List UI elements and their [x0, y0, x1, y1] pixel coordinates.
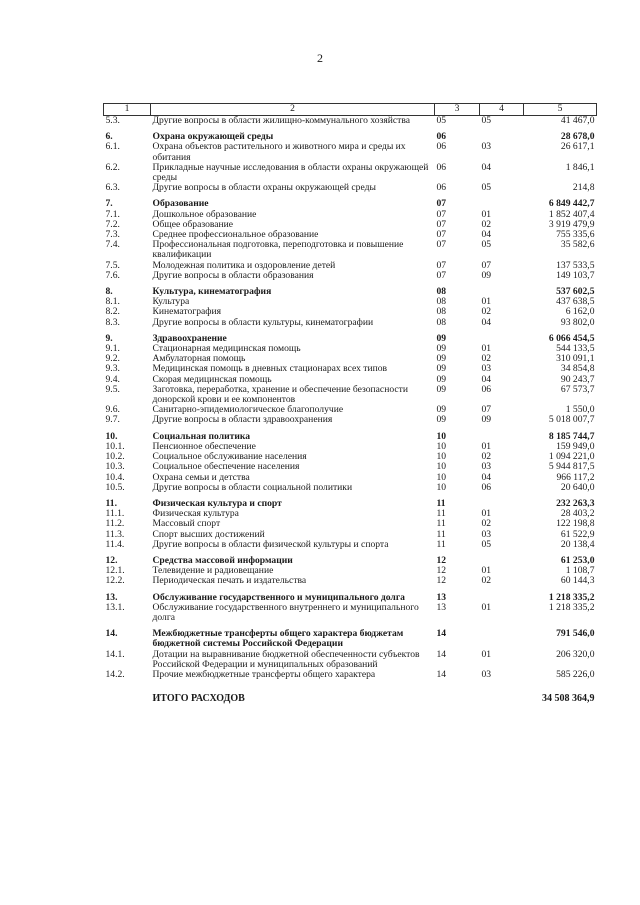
row-amount: 437 638,5 [556, 296, 595, 308]
row-name: Другие вопросы в области культуры, кинематографии [152, 316, 374, 328]
row-subsection: 05 [481, 538, 492, 550]
row-name: Социальное обслуживание населения [152, 451, 307, 463]
table-row [104, 318, 597, 328]
row-subsection: 05 [481, 115, 492, 126]
row-section: 07 [436, 229, 447, 241]
row-name: Среднее профессиональное образование [152, 229, 319, 241]
header-col-4: 4 [480, 104, 524, 116]
table-row [104, 603, 597, 623]
row-amount: 585 226,0 [556, 668, 595, 680]
row-name: Стационарная медицинская помощь [152, 343, 301, 355]
row-name: Культура [152, 296, 190, 308]
row-section: 07 [436, 269, 447, 281]
row-name: Прикладные научные исследования в области охраны окружающей среды [152, 161, 429, 184]
row-amount: 310 091,1 [556, 353, 595, 365]
row-section: 14 [436, 668, 447, 680]
row-amount: 35 582,6 [560, 239, 595, 251]
row-number: 10.3. [105, 461, 125, 473]
row-name: Социальное обеспечение населения [152, 461, 300, 473]
row-section: 09 [436, 373, 447, 385]
row-name: Периодическая печать и издательства [152, 575, 307, 587]
row-name: Культура, кинематография [152, 286, 272, 298]
row-subsection: 02 [481, 518, 492, 530]
total-section [104, 680, 597, 704]
row-subsection: 04 [481, 316, 492, 328]
row-number: 8.3. [105, 316, 120, 328]
row-subsection: 04 [481, 373, 492, 385]
row-section: 10 [436, 471, 447, 483]
table-row [104, 385, 597, 405]
row-amount: 544 133,5 [556, 343, 595, 355]
table-row [104, 670, 597, 680]
row-section: 07 [436, 218, 447, 230]
row-amount: 1 550,0 [565, 404, 595, 416]
row-subsection: 04 [481, 161, 492, 173]
row-section: 09 [436, 363, 447, 375]
row-subsection: 01 [481, 440, 492, 452]
row-name: Другие вопросы в области социальной политики [152, 481, 353, 493]
total-row [104, 680, 597, 704]
row-amount: 61 522,9 [560, 528, 595, 540]
row-name: Другие вопросы в области здравоохранения [152, 414, 333, 426]
row-subsection: 01 [481, 296, 492, 308]
row-number: 7.2. [105, 218, 120, 230]
row-section: 12 [436, 565, 447, 577]
row-subsection: 09 [481, 414, 492, 426]
row-subsection: 01 [481, 601, 492, 613]
row-subsection: 03 [481, 668, 492, 680]
row-amount: 5 018 007,7 [548, 414, 595, 426]
row-amount: 1 218 335,2 [548, 601, 595, 613]
row-name: Обслуживание государственного внутреннего и муниципального долга [152, 601, 419, 623]
row-amount: 966 117,2 [556, 471, 595, 483]
row-subsection: 04 [481, 229, 492, 241]
row-section: 09 [436, 404, 447, 416]
row-number: 12. [105, 554, 118, 566]
row-name: Санитарно-эпидемиологическое благополучие [152, 404, 344, 416]
row-section: 06 [436, 161, 447, 173]
row-number: 12.1. [105, 565, 125, 577]
row-name: Физическая культура [152, 508, 239, 520]
row-amount: 3 919 479,9 [548, 218, 595, 230]
row-section: 11 [436, 508, 446, 520]
row-subsection: 06 [481, 383, 492, 395]
row-section: 09 [436, 343, 447, 355]
row-name: Дошкольное образование [152, 208, 257, 220]
row-section: 11 [436, 528, 446, 540]
row-amount: 1 852 407,4 [548, 208, 595, 220]
row-subsection: 07 [481, 259, 492, 271]
row-number: 7. [105, 198, 113, 210]
row-subsection: 02 [481, 353, 492, 365]
row-amount: 90 243,7 [560, 373, 595, 385]
row-number: 10.4. [105, 471, 125, 483]
row-number: 8. [105, 286, 113, 298]
row-name: Телевидение и радиовещание [152, 565, 274, 577]
row-number: 10.5. [105, 481, 125, 493]
row-section: 14 [436, 648, 447, 660]
table-row [104, 576, 597, 586]
row-section: 10 [436, 430, 447, 442]
row-section: 10 [436, 481, 447, 493]
row-number: 11.2. [105, 518, 125, 530]
row-subsection: 01 [481, 565, 492, 577]
header-row [104, 104, 597, 116]
row-section: 14 [436, 628, 447, 640]
row-name: Амбулаторная помощь [152, 353, 246, 365]
row-name: Заготовка, переработка, хранение и обеспечение безопасности донорской крови и ее компонентов [152, 383, 408, 406]
row-name: Дотации на выравнивание бюджетной обеспеченности субъектов Российской Федерации и муниципальных образований [152, 648, 420, 670]
row-name: Охрана объектов растительного и животного мира и среды их обитания [152, 141, 406, 163]
row-section: 06 [436, 182, 447, 194]
row-amount: 6 066 454,5 [548, 332, 595, 344]
row-name: Профессиональная подготовка, переподготовка и повышение квалификации [152, 239, 404, 261]
row-number: 5.3. [105, 115, 120, 126]
row-number: 9.5. [105, 383, 120, 395]
row-amount: 122 198,8 [556, 518, 595, 530]
row-name: Охрана семьи и детства [152, 471, 250, 483]
row-name: Межбюджетные трансферты общего характера бюджетам бюджетной системы Российской Федерации [152, 628, 404, 650]
row-subsection: 01 [481, 508, 492, 520]
header-col-3: 3 [435, 104, 480, 116]
row-number: 10. [105, 430, 118, 442]
table-row [104, 629, 597, 649]
row-amount: 755 335,6 [556, 229, 595, 241]
row-amount: 6 162,0 [565, 306, 595, 318]
row-section: 12 [436, 554, 447, 566]
row-number: 11.3. [105, 528, 125, 540]
row-section: 13 [436, 601, 447, 613]
row-name: Средства массовой информации [152, 554, 293, 566]
table-body [104, 116, 597, 681]
row-subsection: 02 [481, 218, 492, 230]
row-subsection: 05 [481, 239, 492, 251]
row-section: 06 [436, 141, 447, 153]
row-section: 12 [436, 575, 447, 587]
row-section: 09 [436, 332, 447, 344]
header-col-2: 2 [151, 104, 435, 116]
row-name: Молодежная политика и оздоровление детей [152, 259, 336, 271]
row-section: 08 [436, 296, 447, 308]
table-row [104, 519, 597, 529]
row-amount: 232 263,3 [556, 497, 595, 509]
row-name: Здравоохранение [152, 332, 227, 344]
row-section: 08 [436, 306, 447, 318]
header-col-1: 1 [104, 104, 151, 116]
row-subsection: 02 [481, 451, 492, 463]
row-amount: 28 678,0 [560, 131, 595, 143]
table-row [104, 142, 597, 162]
row-section: 07 [436, 239, 447, 251]
row-name: Образование [152, 198, 209, 210]
row-amount: 41 467,0 [560, 115, 595, 126]
table-row [104, 183, 597, 193]
row-subsection [480, 629, 524, 649]
table-row [104, 415, 597, 425]
table-row [104, 483, 597, 493]
row-number: 14.2. [105, 668, 125, 680]
total-label: ИТОГО РАСХОДОВ [152, 693, 245, 705]
row-subsection: 02 [481, 306, 492, 318]
row-number: 10.2. [105, 451, 125, 463]
row-amount: 61 253,0 [560, 554, 595, 566]
row-number: 12.2. [105, 575, 125, 587]
row-section: 11 [436, 497, 446, 509]
row-number: 9.6. [105, 404, 120, 416]
table-header [104, 104, 597, 116]
row-subsection: 01 [481, 208, 492, 220]
row-section: 10 [436, 440, 447, 452]
row-section: 08 [436, 286, 447, 298]
row-amount: 34 854,8 [560, 363, 595, 375]
row-number: 7.3. [105, 229, 120, 241]
row-number: 11.4. [105, 538, 125, 550]
row-name: Другие вопросы в области охраны окружающей среды [152, 182, 376, 194]
row-subsection: 04 [481, 471, 492, 483]
row-name: Прочие межбюджетные трансферты общего характера [152, 668, 376, 680]
row-subsection: 02 [481, 575, 492, 587]
row-subsection: 03 [481, 363, 492, 375]
row-section: 05 [436, 115, 447, 126]
row-number: 7.6. [105, 269, 120, 281]
table-row [104, 650, 597, 670]
row-subsection: 03 [481, 528, 492, 540]
row-section: 07 [436, 208, 447, 220]
row-subsection: 05 [481, 182, 492, 194]
row-number: 9.1. [105, 343, 120, 355]
row-amount: 67 573,7 [560, 383, 595, 395]
row-section: 10 [436, 461, 447, 473]
row-number: 8.1. [105, 296, 120, 308]
table-row [104, 271, 597, 281]
row-amount: 28 403,2 [560, 508, 595, 520]
row-subsection: 03 [481, 461, 492, 473]
table-row [104, 240, 597, 260]
row-amount: 137 533,5 [556, 259, 595, 271]
row-number: 13.1. [105, 601, 125, 613]
row-number: 10.1. [105, 440, 125, 452]
row-name: Спорт высших достижений [152, 528, 265, 540]
total-amount: 34 508 364,9 [542, 693, 595, 705]
row-section: 13 [436, 591, 447, 603]
row-amount: 1 846,1 [565, 161, 595, 173]
row-subsection: 03 [481, 141, 492, 153]
row-section: 11 [436, 518, 446, 530]
row-number: 9.4. [105, 373, 120, 385]
row-name: Другие вопросы в области жилищно-коммунального хозяйства [152, 115, 411, 126]
row-name: Обслуживание государственного и муниципального долга [152, 591, 405, 603]
header-col-5: 5 [524, 104, 597, 116]
row-amount: 26 617,1 [560, 141, 595, 153]
budget-expenditure-table [103, 103, 597, 704]
row-number: 13. [105, 591, 118, 603]
row-section: 07 [436, 198, 447, 210]
row-subsection: 09 [481, 269, 492, 281]
row-section: 09 [436, 353, 447, 365]
row-name: Физическая культура и спорт [152, 497, 282, 509]
row-number: 11.1. [105, 508, 125, 520]
row-amount: 1 218 335,2 [548, 591, 595, 603]
row-name: Другие вопросы в области физической культуры и спорта [152, 538, 389, 550]
row-name: Охрана окружающей среды [152, 131, 274, 143]
row-section: 10 [436, 451, 447, 463]
row-section: 11 [436, 538, 446, 550]
row-subsection: 01 [481, 343, 492, 355]
row-number: 8.2. [105, 306, 120, 318]
row-amount: 206 320,0 [556, 648, 595, 660]
row-amount: 20 640,0 [560, 481, 595, 493]
row-name: Другие вопросы в области образования [152, 269, 314, 281]
row-number: 14. [105, 628, 118, 640]
table-row [104, 540, 597, 550]
row-subsection: 07 [481, 404, 492, 416]
total-spacer [104, 680, 151, 704]
row-number: 9. [105, 332, 113, 344]
row-number: 7.5. [105, 259, 120, 271]
row-number: 6.2. [105, 161, 120, 173]
row-amount: 1 108,7 [565, 565, 595, 577]
row-number: 9.7. [105, 414, 120, 426]
row-amount: 5 944 817,5 [548, 461, 595, 473]
row-name: Скорая медицинская помощь [152, 373, 272, 385]
row-amount: 8 185 744,7 [548, 430, 595, 442]
row-amount: 791 546,0 [556, 628, 595, 640]
row-name: Социальная политика [152, 430, 251, 442]
row-amount: 537 602,5 [556, 286, 595, 298]
row-name: Медицинская помощь в дневных стационарах всех типов [152, 363, 388, 375]
row-number: 6.1. [105, 141, 120, 153]
row-amount: 20 138,4 [560, 538, 595, 550]
row-amount: 1 094 221,0 [548, 451, 595, 463]
row-section: 08 [436, 316, 447, 328]
row-amount: 149 103,7 [556, 269, 595, 281]
row-amount: 6 849 442,7 [548, 198, 595, 210]
row-number: 7.1. [105, 208, 120, 220]
row-name: Пенсионное обеспечение [152, 440, 256, 452]
row-name: Кинематография [152, 306, 222, 318]
row-subsection: 06 [481, 481, 492, 493]
row-section: 07 [436, 259, 447, 271]
row-section: 09 [436, 414, 447, 426]
row-number: 11. [105, 497, 117, 509]
table-row [104, 116, 597, 127]
row-amount: 93 802,0 [560, 316, 595, 328]
row-number: 9.2. [105, 353, 120, 365]
row-section: 09 [436, 383, 447, 395]
table-row [104, 462, 597, 472]
row-amount: 60 144,3 [560, 575, 595, 587]
row-subsection: 01 [481, 648, 492, 660]
row-number: 6. [105, 131, 113, 143]
row-name: Общее образование [152, 218, 234, 230]
row-number: 6.3. [105, 182, 120, 194]
row-section: 06 [436, 131, 447, 143]
row-amount: 159 949,0 [556, 440, 595, 452]
row-name: Массовый спорт [152, 518, 221, 530]
row-number: 14.1. [105, 648, 125, 660]
row-number: 9.3. [105, 363, 120, 375]
page-number: 2 [317, 51, 323, 65]
table-row [104, 163, 597, 183]
row-number: 7.4. [105, 239, 120, 251]
row-amount: 214,8 [572, 182, 595, 194]
